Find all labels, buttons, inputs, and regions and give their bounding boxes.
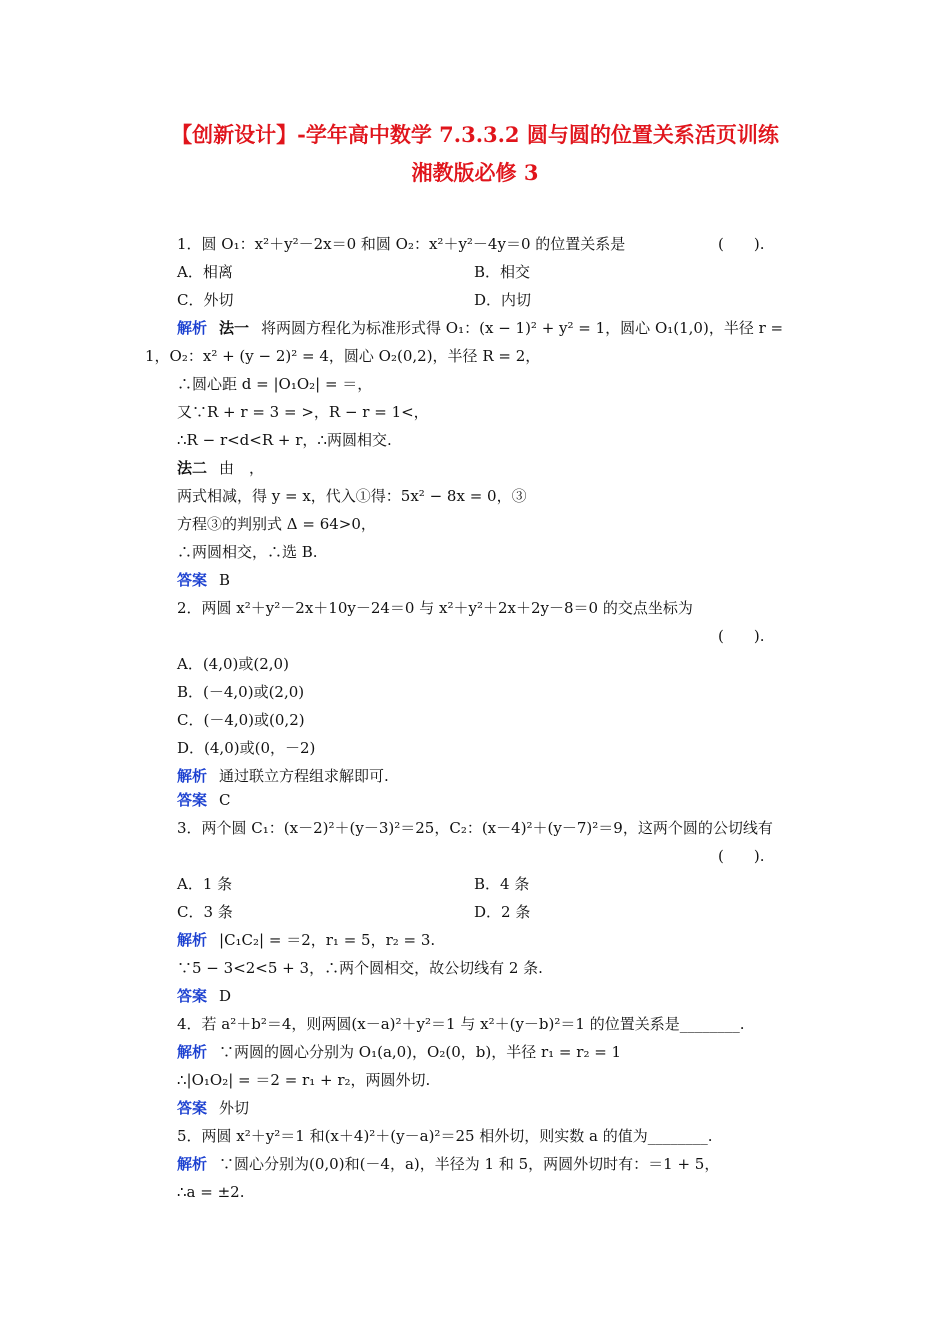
q2-option-b: B．(－4,0)或(2,0) [177,683,305,701]
doc-title-line1: 【创新设计】-学年高中数学 7.3.3.2 圆与圆的位置关系活页训练 [171,122,779,147]
q2-paren: ( ). [718,627,765,645]
q1-analysis-tag: 解析 [177,319,208,337]
q1-analysis-line2: 1，O₂：x² + (y − 2)² = 4，圆心 O₂(0,2)，半径 R = 2， [145,347,541,365]
q1-analysis-line7: 两式相减，得 y = x，代入①得：5x² − 8x = 0，③ [177,487,527,505]
q1-analysis-line3: ∴圆心距 d = |O₁O₂| = ＝， [177,375,373,393]
q4-stem: 4．若 a²＋b²＝4，则两圆(x－a)²＋y²＝1 与 x²＋(y－b)²＝1 的位置关系是________. [177,1015,745,1033]
q2-analysis-tag: 解析 [177,767,208,785]
q3-option-a: A．1 条 [177,875,233,893]
q5-stem: 5．两圆 x²＋y²＝1 和(x＋4)²＋(y－a)²＝25 相外切，则实数 a 的值为________. [177,1127,713,1145]
q4-analysis [177,1041,621,1063]
q1-method2-line [177,457,264,479]
q2-answer-tag: 答案 [177,791,208,809]
q1-method1-tag: 法一 [219,319,250,337]
q1-analysis-line1 [177,317,783,339]
q3-answer [177,985,231,1007]
q1-stem: 1．圆 O₁：x²＋y²－2x＝0 和圆 O₂：x²＋y²－4y＝0 的位置关系是 [177,235,626,253]
q1-method2-tag: 法二 [177,459,208,477]
q3-paren: ( ). [718,847,765,865]
q3-option-b: B．4 条 [474,875,530,893]
q3-option-c: C．3 条 [177,903,233,921]
q5-analysis [177,1153,719,1175]
q1-answer-tag: 答案 [177,571,208,589]
q1-option-a: A．相离 [177,263,233,281]
q1-option-b: B．相交 [474,263,531,281]
q1-analysis-line9: ∴两圆相交，∴选 B. [177,543,318,561]
q2-answer [177,789,231,811]
q5-analysis-tag: 解析 [177,1155,208,1173]
q1-analysis-line4: 又∵R + r = 3 = >，R − r = 1<， [177,403,429,421]
q3-analysis [177,929,435,951]
q4-answer-value: 外切 [219,1099,250,1117]
q1-option-d: D．内切 [474,291,532,309]
q3-analysis-tag: 解析 [177,931,208,949]
q1-answer-value: B [219,571,231,589]
q2-stem: 2．两圆 x²＋y²－2x＋10y－24＝0 与 x²＋y²＋2x＋2y－8＝0 的交点坐标为 [177,599,693,617]
q5-analysis-text: ∵圆心分别为(0,0)和(－4，a)，半径为 1 和 5，两圆外切时有：＝1 + 5， [219,1155,720,1173]
q2-option-a: A．(4,0)或(2,0) [177,655,289,673]
q4-analysis-tag: 解析 [177,1043,208,1061]
q1-option-c: C．外切 [177,291,234,309]
q4-analysis-text: ∵两圆的圆心分别为 O₁(a,0)，O₂(0，b)，半径 r₁ = r₂ = 1 [219,1043,622,1061]
q1-analysis-line5: ∴R − r<d<R + r，∴两圆相交. [177,431,392,449]
q5-analysis-line2: ∴a = ±2. [177,1183,245,1201]
q2-analysis [177,765,389,787]
q3-option-d: D．2 条 [474,903,531,921]
q2-analysis-text: 通过联立方程组求解即可. [219,767,389,785]
q1-analysis-line8: 方程③的判别式 Δ = 64>0， [177,515,376,533]
q4-analysis-line2: ∴|O₁O₂| = ＝2 = r₁ + r₂，两圆外切. [177,1071,431,1089]
q4-answer-tag: 答案 [177,1099,208,1117]
q1-paren: ( ). [718,235,765,253]
q1-answer [177,569,230,591]
doc-title-line2: 湘教版必修 3 [411,160,539,185]
q3-stem: 3．两个圆 C₁：(x－2)²＋(y－3)²＝25，C₂：(x－4)²＋(y－7)²＝9，这两个圆的公切线有 [177,819,773,837]
q2-option-d: D．(4,0)或(0，－2) [177,739,316,757]
q3-analysis-text: |C₁C₂| = ＝2，r₁ = 5，r₂ = 3. [219,931,436,949]
q2-answer-value: C [219,791,231,809]
q1-analysis-text1: 将两圆方程化为标准形式得 O₁：(x − 1)² + y² = 1，圆心 O₁(1,0)，半径 r = [261,319,784,337]
q3-analysis-line2: ∵5 − 3<2<5 + 3，∴两个圆相交，故公切线有 2 条. [177,959,543,977]
q3-answer-value: D [219,987,232,1005]
q3-answer-tag: 答案 [177,987,208,1005]
q4-answer [177,1097,249,1119]
q1-method2-text: 由 ， [219,459,265,477]
q2-option-c: C．(－4,0)或(0,2) [177,711,305,729]
